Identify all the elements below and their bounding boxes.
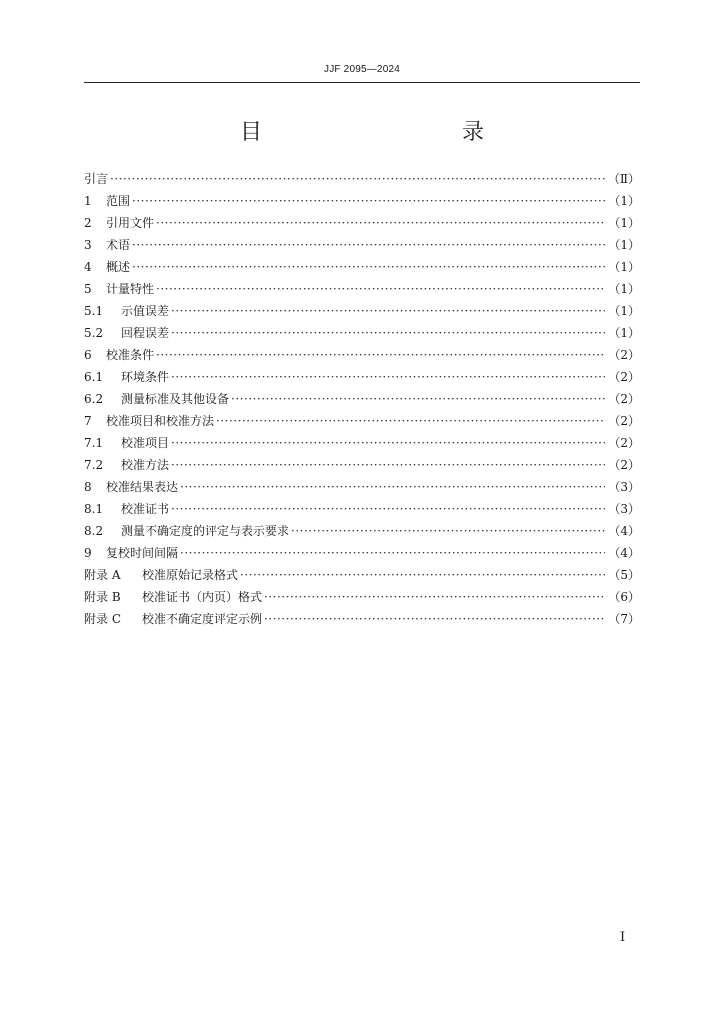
header-rule xyxy=(84,82,640,83)
toc-entry-page: （2） xyxy=(608,392,640,406)
toc-entry-7[interactable] xyxy=(84,410,640,432)
toc-entry-page: （1） xyxy=(608,282,640,296)
toc-entry-1[interactable] xyxy=(84,190,640,212)
toc-entry-label: 测量标准及其他设备 xyxy=(121,392,230,406)
toc-entry-label: 概述 xyxy=(106,260,131,274)
toc-entry-page: （1） xyxy=(608,238,640,252)
toc-entry-label: 校准结果表达 xyxy=(106,480,179,494)
toc-entry-8-2[interactable] xyxy=(84,520,640,542)
toc-entry-number: 附录 C xyxy=(84,612,121,626)
toc-entry-number: 5.1 xyxy=(84,304,104,318)
dot-leader xyxy=(171,300,605,322)
toc-entry-page: （4） xyxy=(608,524,640,538)
toc-entry-label: 校准证书（内页）格式 xyxy=(142,590,263,604)
dot-leader xyxy=(171,498,605,520)
toc-entry-page: （7） xyxy=(608,612,640,626)
toc-entry-number: 3 xyxy=(84,238,92,252)
dot-leader xyxy=(264,608,605,630)
dot-leader xyxy=(171,322,605,344)
dot-leader xyxy=(156,344,605,366)
toc-entry-5[interactable] xyxy=(84,278,640,300)
toc-entry-page: （1） xyxy=(608,194,640,208)
toc-entry-label: 术语 xyxy=(106,238,131,252)
toc-entry-label: 环境条件 xyxy=(121,370,170,384)
toc-entry-label: 测量不确定度的评定与表示要求 xyxy=(121,524,290,538)
toc-entry-page: （Ⅱ） xyxy=(607,172,640,186)
dot-leader xyxy=(264,586,605,608)
dot-leader xyxy=(231,388,605,410)
toc-entry-6[interactable] xyxy=(84,344,640,366)
toc-entry-appendix-a[interactable] xyxy=(84,564,640,586)
toc-entry-number: 4 xyxy=(84,260,92,274)
toc-entry-7-1[interactable] xyxy=(84,432,640,454)
toc-entry-8[interactable] xyxy=(84,476,640,498)
toc-entry-6-2[interactable] xyxy=(84,388,640,410)
toc-entry-number: 8.2 xyxy=(84,524,104,538)
toc-entry-number: 7.2 xyxy=(84,458,104,472)
toc-entry-5-2[interactable] xyxy=(84,322,640,344)
toc-entry-2[interactable] xyxy=(84,212,640,234)
toc-entry-page: （2） xyxy=(608,414,640,428)
toc-entry-number: 8 xyxy=(84,480,92,494)
toc-entry-4[interactable] xyxy=(84,256,640,278)
toc-entry-label: 校准项目 xyxy=(121,436,170,450)
toc-entry-label: 校准条件 xyxy=(106,348,155,362)
toc-entry-number: 6.2 xyxy=(84,392,104,406)
toc-entry-number: 5.2 xyxy=(84,326,104,340)
dot-leader xyxy=(110,168,605,190)
toc-entry-label: 回程误差 xyxy=(121,326,170,340)
toc-entry-6-1[interactable] xyxy=(84,366,640,388)
toc-entry-number: 1 xyxy=(84,194,92,208)
dot-leader xyxy=(171,366,605,388)
toc-entry-label: 校准方法 xyxy=(121,458,170,472)
page-number: I xyxy=(620,930,626,945)
toc-entry-9[interactable] xyxy=(84,542,640,564)
toc-entry-label: 校准证书 xyxy=(121,502,170,516)
toc-entry-intro[interactable] xyxy=(84,168,640,190)
dot-leader xyxy=(216,410,605,432)
toc-entry-label: 校准项目和校准方法 xyxy=(106,414,215,428)
toc-entry-label: 校准不确定度评定示例 xyxy=(142,612,263,626)
toc-entry-label: 示值误差 xyxy=(121,304,170,318)
toc-entry-number: 2 xyxy=(84,216,92,230)
toc-entry-label: 校准原始记录格式 xyxy=(142,568,239,582)
toc-entry-number: 5 xyxy=(84,282,92,296)
dot-leader xyxy=(156,278,605,300)
toc-entry-number: 6.1 xyxy=(84,370,104,384)
toc-entry-page: （3） xyxy=(608,502,640,516)
toc-entry-label: 范围 xyxy=(106,194,131,208)
dot-leader xyxy=(132,190,605,212)
toc-entry-number: 9 xyxy=(84,546,92,560)
toc-entry-page: （1） xyxy=(608,260,640,274)
toc-entry-label: 复校时间间隔 xyxy=(106,546,179,560)
standard-code-header: JJF 2095—2024 xyxy=(324,64,400,75)
dot-leader xyxy=(156,212,605,234)
toc-entry-page: （5） xyxy=(608,568,640,582)
toc-entry-number: 8.1 xyxy=(84,502,104,516)
toc-entry-page: （1） xyxy=(608,216,640,230)
dot-leader xyxy=(132,234,605,256)
toc-entry-number: 7.1 xyxy=(84,436,104,450)
toc-entry-5-1[interactable] xyxy=(84,300,640,322)
toc-entry-page: （2） xyxy=(608,348,640,362)
toc-entry-number: 7 xyxy=(84,414,92,428)
toc-entry-page: （6） xyxy=(608,590,640,604)
toc-entry-page: （2） xyxy=(608,436,640,450)
toc-entry-appendix-b[interactable] xyxy=(84,586,640,608)
toc-entry-page: （1） xyxy=(608,304,640,318)
toc-entry-page: （1） xyxy=(608,326,640,340)
toc-entry-page: （3） xyxy=(608,480,640,494)
toc-entry-label: 计量特性 xyxy=(106,282,155,296)
toc-entry-number: 6 xyxy=(84,348,92,362)
toc-entry-page: （4） xyxy=(608,546,640,560)
toc-entry-number: 附录 B xyxy=(84,590,121,604)
dot-leader xyxy=(171,432,605,454)
dot-leader xyxy=(132,256,605,278)
toc-entry-label: 引用文件 xyxy=(106,216,155,230)
toc-entry-page: （2） xyxy=(608,458,640,472)
toc-entry-page: （2） xyxy=(608,370,640,384)
toc-entry-7-2[interactable] xyxy=(84,454,640,476)
toc-entry-8-1[interactable] xyxy=(84,498,640,520)
toc-entry-number: 附录 A xyxy=(84,568,121,582)
toc-title: 目 录 xyxy=(239,120,536,145)
toc-entry-appendix-c[interactable] xyxy=(84,608,640,630)
dot-leader xyxy=(180,476,605,498)
dot-leader xyxy=(240,564,605,586)
toc-entry-label: 引言 xyxy=(84,172,109,186)
dot-leader xyxy=(171,454,605,476)
toc-entry-3[interactable] xyxy=(84,234,640,256)
table-of-contents xyxy=(84,168,640,630)
dot-leader xyxy=(291,520,605,542)
dot-leader xyxy=(180,542,605,564)
